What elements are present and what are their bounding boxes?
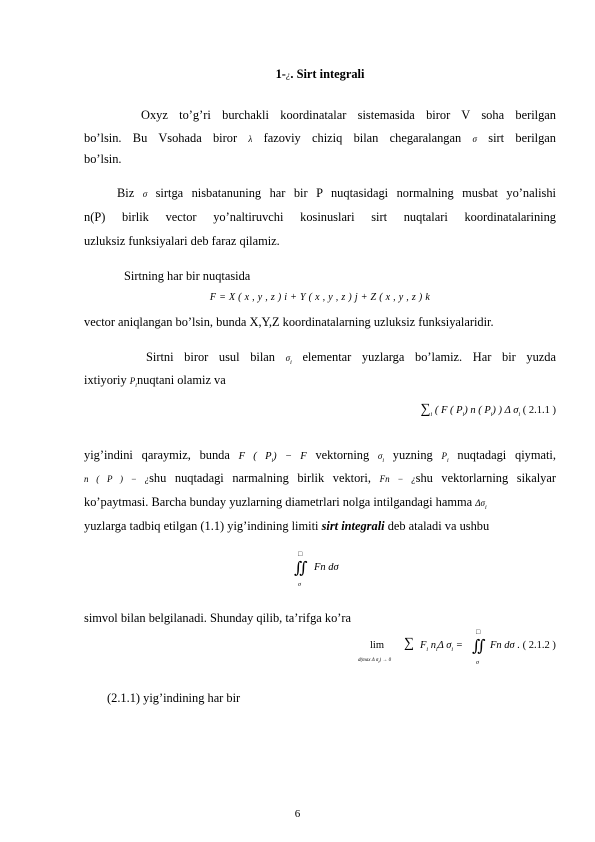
p5-line1: yig’indini qaraymiz, bunda F ( $P_i) - F$ vektorning $\sigma_i$ yuzning $P_i$ nuqtadagi qiymati, (84, 448, 556, 465)
page-number: 6 (294, 808, 301, 820)
section-heading (84, 66, 556, 83)
sigma-symbol: σ (472, 134, 477, 144)
p1-line3: bo’lsin. (84, 152, 122, 166)
p4-line2: ixtiyoriy $P_inuqtani$ olamiz va (84, 373, 226, 389)
p1-line1: Oxyz to’g’ri burchakli koordinatalar sistemasida biror V soha berilgan (141, 108, 556, 122)
p3-line2: vector aniqlangan bo’lsin, bunda X,Y,Z koordinatalarning uzluksiz funksiyalaridir. (84, 315, 494, 329)
double-integral-icon: ∬ (472, 638, 486, 655)
equation-2-1-1: $\sum_i$ ( F ( $P_i$) n ( $P_i$) ) Δ $\sigma_i$ ( 2.1.1 ) (420, 402, 556, 419)
sum-symbol: ∑ (420, 402, 431, 417)
point-P-symbol: $P_i$ (441, 451, 449, 464)
p5-line2: n ( P ) − ¿shu nuqtadagi narmalning birlik vektori, Fn − ¿shu vektorlarning sikalyar (84, 471, 556, 485)
surface-integral-symbol: □ ∬ σ Fn dσ (294, 550, 339, 588)
p2-line2: n(P) birlik vector yo’naltiruvchi kosinuslari sirt nuqtalari koordinatalarining (84, 210, 556, 224)
p2-line1: Biz σ sirtga nisbatanuning har bir P nuqtasidagi normalning musbat yo’nalishi (117, 186, 556, 200)
p4-line1: Sirtni biror usul bilan $\sigma_i$ elementar yuzlarga bo’lamiz. Har bir yuzda (146, 350, 556, 366)
heading-title: . Sirt integrali (290, 67, 365, 81)
heading-mark: ¿ (285, 70, 291, 80)
p5-line3: ko’paytmasi. Barcha bunday yuzlarning diametrlari nolga intilgandagi hamma $\Delta\sigma_i$ (84, 495, 487, 511)
heading-number: 1- (275, 67, 286, 81)
sigma-i-symbol: $\sigma_i$ (377, 451, 385, 464)
n-of-P-expression: n ( P ) − ¿ (84, 474, 150, 484)
p5-line4: yuzlarga tadbiq etilgan (1.1) yig’indining limiti sirt integrali deb ataladi va ushbu (84, 519, 490, 533)
p7-line1: (2.1.1) yig’indining har bir (107, 691, 241, 705)
F-of-P-expression: F ( $P_i) - F$ (238, 451, 307, 465)
delta-sigma-symbol: $\Delta\sigma_i$ (475, 498, 487, 511)
p3-line1: Sirtning har bir nuqtasida (124, 269, 251, 283)
sigma-i-symbol: $\sigma_i$ (285, 353, 292, 366)
sigma-symbol: σ (142, 189, 148, 199)
p6-line1: simvol bilan belgilanadi. Shunday qilib, ta’rifga ko’ra (84, 611, 352, 625)
vector-field-formula: F = X ( x , y , z ) i + Y ( x , y , z ) j + Z ( x , y , z ) k (209, 292, 431, 303)
equation-number: ( 2.1.1 ) (522, 405, 556, 416)
equation-2-1-2: lim d(max Δ $\sigma_i) \to 0$ ∑ $F_i$ $n_i\Delta$ $\sigma_i$ = □ ∬ σ Fn dσ . ( 2.1.2 ) (358, 628, 556, 666)
Fn-expression: Fn − ¿ (379, 474, 416, 484)
double-integral-icon: ∬ (294, 560, 308, 577)
point-P-symbol: $P_i$ (129, 376, 137, 389)
p2-line3: uzluksiz funksiyalari deb faraz qilamiz. (84, 234, 280, 248)
term-sirt-integrali: sirt integrali (321, 519, 385, 533)
lambda-symbol: λ (248, 134, 253, 144)
p1-line2: bo’lsin. Bu Vsohada biror λ fazoviy chiziq bilan chegaralangan σ sirt berilgan (84, 131, 556, 145)
